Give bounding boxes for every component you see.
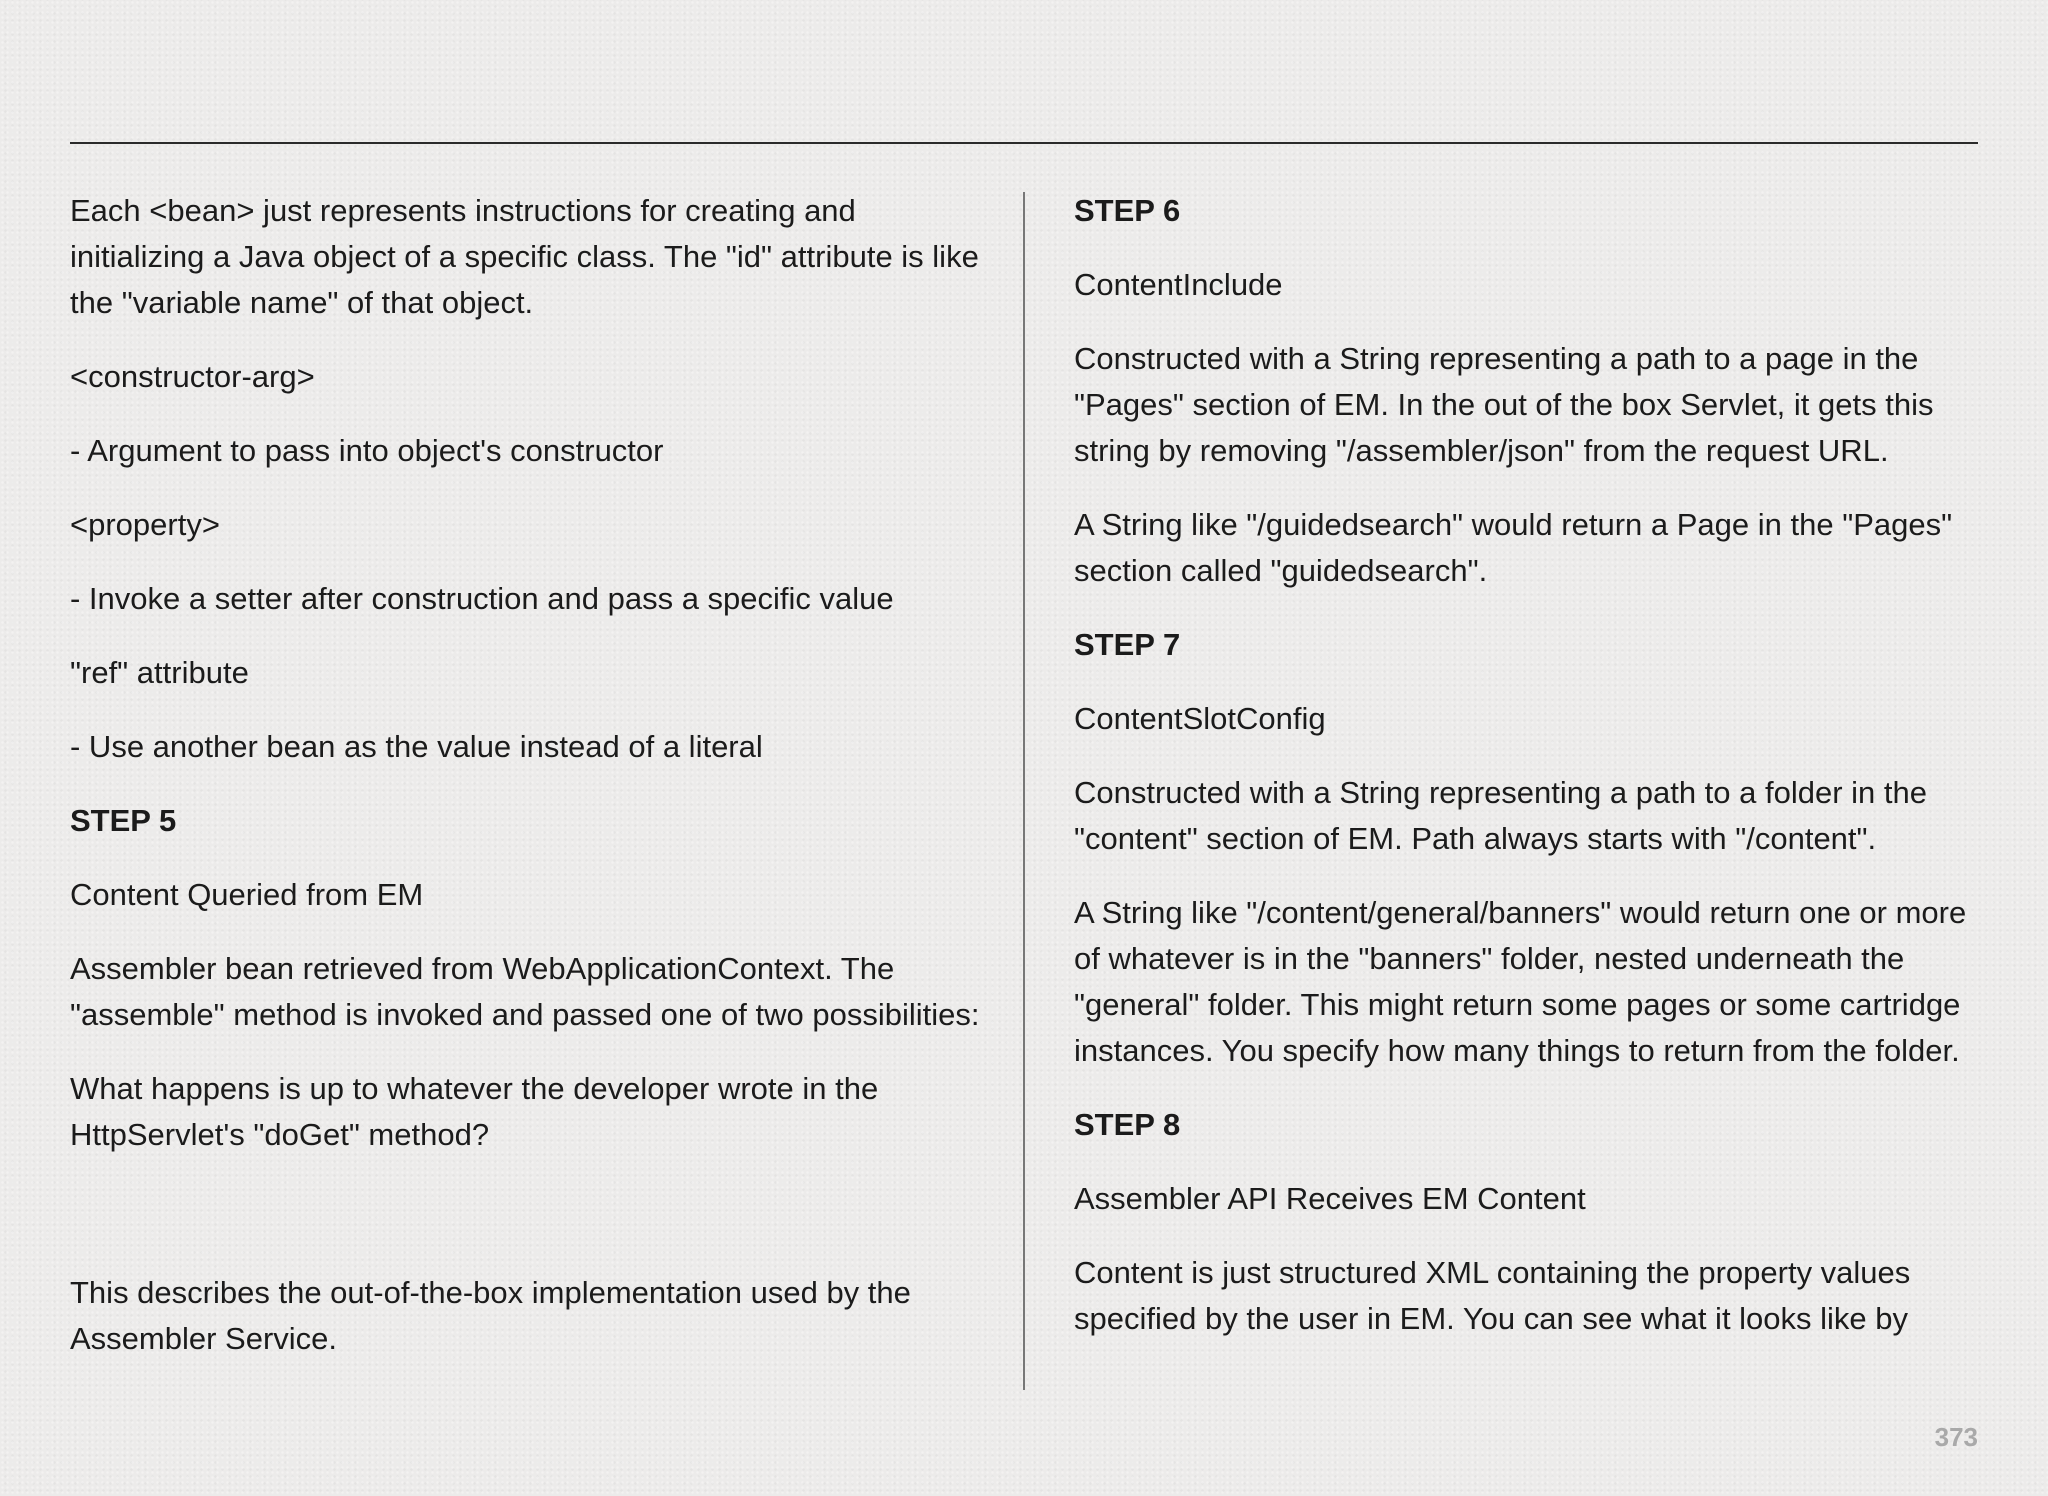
step-7-heading: STEP 7 [1074, 627, 1181, 662]
step-8-body: Content is just structured XML containing the property values specified by the user in EM. You can see what it looks like by [1074, 1255, 1911, 1336]
left-column [70, 188, 980, 1390]
step-6-body-1: Constructed with a String representing a path to a page in the "Pages" section of EM. In the out of the box Servlet, it gets this string by removing "/assembler/json" from the request URL. [1074, 341, 1934, 468]
property-description: - Invoke a setter after construction and pass a specific value [70, 581, 894, 616]
spacer [70, 1186, 980, 1270]
ref-attribute-term: "ref" attribute [70, 655, 249, 690]
step-7-title: ContentSlotConfig [1074, 701, 1326, 736]
step-7-body-2: A String like "/content/general/banners" would return one or more of whatever is in the "banners" folder, nested underneath the "general" folder. This might return some pages or some cartridge instances. You specify how many things to return from the folder. [1074, 895, 1967, 1068]
developer-question: What happens is up to whatever the developer wrote in the HttpServlet's "doGet" method? [70, 1071, 879, 1152]
step-7-body-1: Constructed with a String representing a path to a folder in the "content" section of EM. Path always starts with "/content". [1074, 775, 1927, 856]
step-5-heading: STEP 5 [70, 803, 177, 838]
constructor-arg-description: - Argument to pass into object's constructor [70, 433, 664, 468]
step-6-title: ContentInclude [1074, 267, 1283, 302]
ref-attribute-description: - Use another bean as the value instead of a literal [70, 729, 763, 764]
step-8-heading: STEP 8 [1074, 1107, 1181, 1142]
right-column [1074, 188, 1984, 1370]
closing-note: This describes the out-of-the-box implementation used by the Assembler Service. [70, 1275, 911, 1356]
column-divider [1023, 192, 1025, 1390]
step-6-body-2: A String like "/guidedsearch" would return a Page in the "Pages" section called "guidedsearch". [1074, 507, 1953, 588]
top-rule [70, 142, 1978, 144]
property-term: <property> [70, 507, 220, 542]
step-8-title: Assembler API Receives EM Content [1074, 1181, 1586, 1216]
step-5-title: Content Queried from EM [70, 877, 424, 912]
intro-paragraph: Each <bean> just represents instructions for creating and initializing a Java object of a specific class. The "id" attribute is like the "variable name" of that object. [70, 193, 979, 320]
page-number: 373 [1934, 1422, 1978, 1452]
step-6-heading: STEP 6 [1074, 193, 1181, 228]
constructor-arg-term: <constructor-arg> [70, 359, 315, 394]
step-5-body: Assembler bean retrieved from WebApplicationContext. The "assemble" method is invoked and passed one of two possibilities: [70, 951, 980, 1032]
